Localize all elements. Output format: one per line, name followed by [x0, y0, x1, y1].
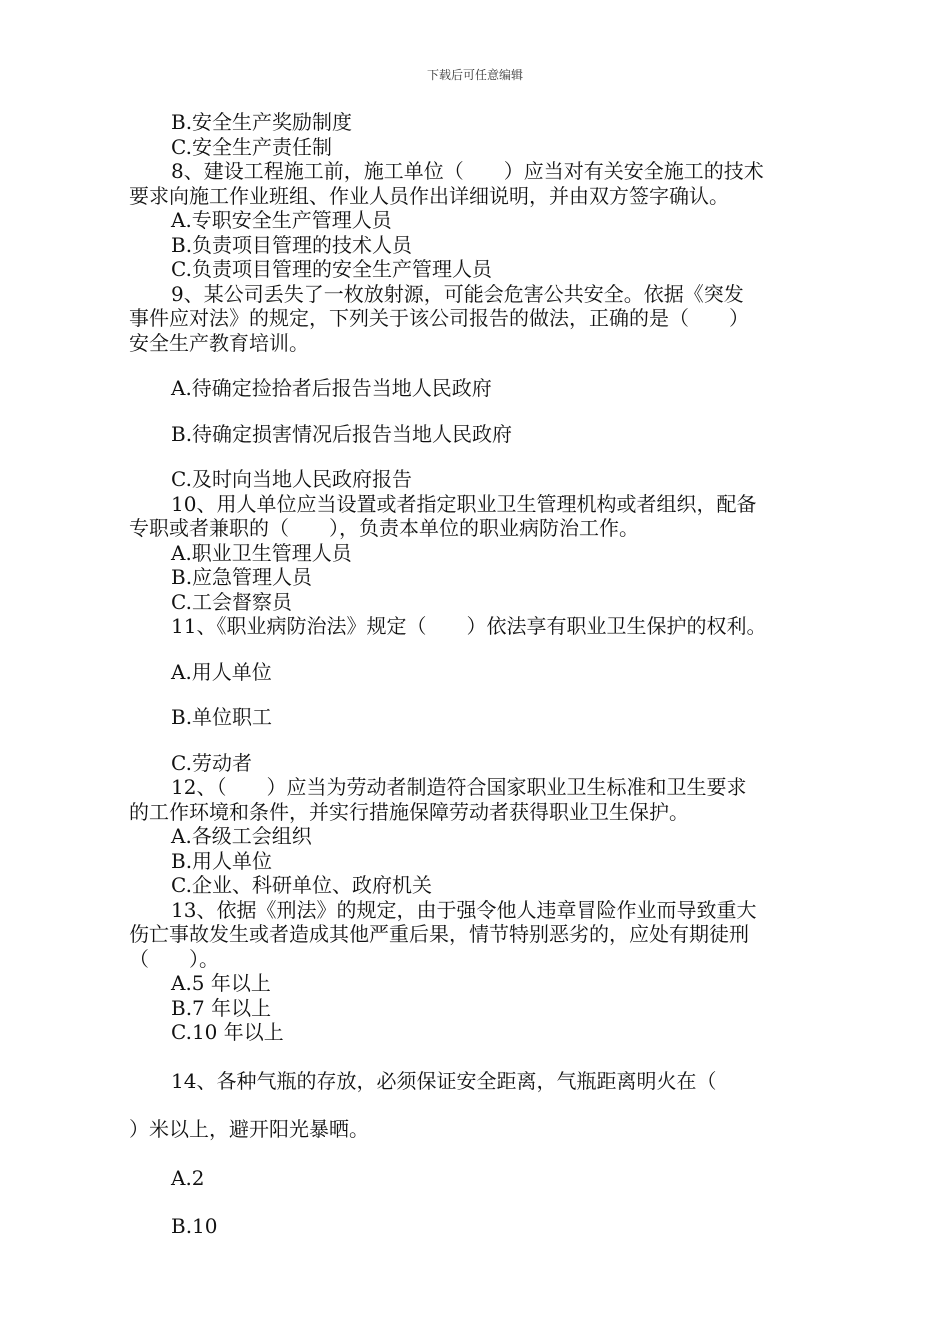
option-text: B.用人单位 — [171, 848, 273, 873]
question-text: 13、依据《刑法》的规定，由于强令他人违章冒险作业而导致重大 — [171, 897, 757, 922]
option-text: C.工会督察员 — [171, 589, 292, 614]
option-text: C.10 年以上 — [171, 1020, 284, 1044]
option-text: C.安全生产责任制 — [171, 134, 332, 159]
question-text: 要求向施工作业班组、作业人员作出详细说明，并由双方签字确认。 — [129, 183, 729, 208]
question-text: （ ）。 — [129, 946, 219, 971]
page-header: 下载后可任意编辑 — [426, 68, 523, 82]
question-text: 11、《职业病防治法》规定（ ）依法享有职业卫生保护的权利。 — [171, 614, 767, 638]
question-text: ）米以上，避开阳光暴晒。 — [129, 1117, 369, 1141]
option-text: C.及时向当地人民政府报告 — [171, 467, 412, 491]
option-text: B.负责项目管理的技术人员 — [171, 232, 413, 257]
document-body — [129, 110, 823, 1239]
question-text: 伤亡事故发生或者造成其他严重后果，情节特别恶劣的，应处有期徒刑 — [129, 922, 749, 946]
option-text: A.专职安全生产管理人员 — [171, 208, 392, 232]
option-text: A.职业卫生管理人员 — [171, 540, 352, 565]
option-text: A.待确定捡拾者后报告当地人民政府 — [171, 376, 492, 400]
option-text: A.2 — [171, 1165, 205, 1190]
question-text: 的工作环境和条件，并实行措施保障劳动者获得职业卫生保护。 — [129, 799, 689, 824]
option-text: B.10 — [171, 1214, 218, 1238]
question-text: 10、用人单位应当设置或者指定职业卫生管理机构或者组织，配备 — [171, 491, 757, 516]
question-text: 9、某公司丢失了一枚放射源，可能会危害公共安全。依据《突发 — [171, 281, 744, 306]
question-text: 事件应对法》的规定，下列关于该公司报告的做法，正确的是（ ） — [129, 306, 749, 330]
option-text: A.各级工会组织 — [171, 824, 312, 848]
option-text: C.劳动者 — [171, 750, 252, 775]
option-text: C.企业、科研单位、政府机关 — [171, 873, 432, 897]
option-text: B.7 年以上 — [171, 995, 272, 1020]
question-text: 安全生产教育培训。 — [129, 330, 309, 355]
question-text: 8、建设工程施工前，施工单位（ ）应当对有关安全施工的技术 — [171, 159, 764, 183]
option-text: A.5 年以上 — [171, 971, 271, 995]
question-text: 12、（ ）应当为劳动者制造符合国家职业卫生标准和卫生要求 — [171, 775, 747, 799]
option-text: A.用人单位 — [171, 659, 272, 684]
option-text: C.负责项目管理的安全生产管理人员 — [171, 257, 492, 281]
option-text: B.单位职工 — [171, 705, 273, 729]
option-text: B.待确定损害情况后报告当地人民政府 — [171, 421, 513, 446]
option-text: B.应急管理人员 — [171, 565, 313, 589]
question-text: 专职或者兼职的（ ），负责本单位的职业病防治工作。 — [129, 516, 639, 540]
option-text: B.安全生产奖励制度 — [171, 110, 353, 134]
question-text: 14、各种气瓶的存放，必须保证安全距离，气瓶距离明火在（ — [171, 1068, 717, 1093]
